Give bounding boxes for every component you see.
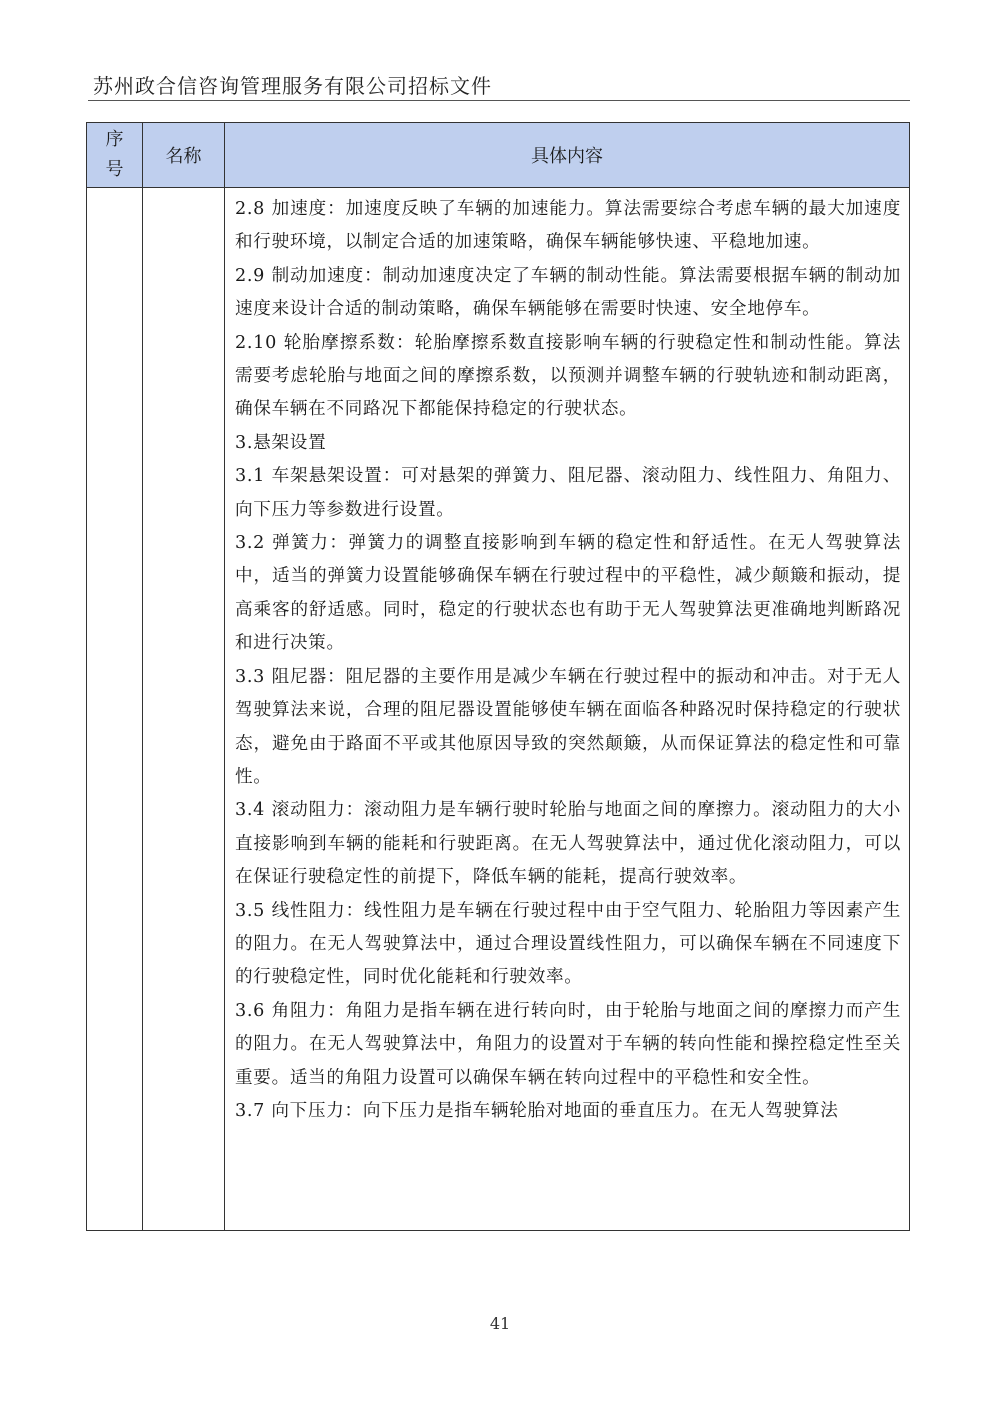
paragraph-3-4: 3.4 滚动阻力：滚动阻力是车辆行驶时轮胎与地面之间的摩擦力。滚动阻力的大小直接影响到车辆的能耗和行驶距离。在无人驾驶算法中，通过优化滚动阻力，可以在保证行驶稳定性的前提下，降低车辆的能耗，提高行驶效率。 bbox=[235, 800, 901, 888]
table-row bbox=[87, 188, 910, 1231]
paragraph-3-7: 3.7 向下压力：向下压力是指车辆轮胎对地面的垂直压力。在无人驾驶算法 bbox=[235, 1100, 839, 1121]
paragraph-3-2: 3.2 弹簧力：弹簧力的调整直接影响到车辆的稳定性和舒适性。在无人驾驶算法中，适当的弹簧力设置能够确保车辆在行驶过程中的平稳性，减少颠簸和振动，提高乘客的舒适感。同时，稳定的行驶状态也有助于无人驾驶算法更准确地判断路况和进行决策。 bbox=[235, 533, 901, 654]
page-number: 41 bbox=[489, 1314, 511, 1333]
column-header-name: 名称 bbox=[143, 123, 225, 188]
header-divider bbox=[88, 100, 910, 101]
seq-header-bottom: 号 bbox=[105, 159, 124, 180]
paragraph-2-8: 2.8 加速度：加速度反映了车辆的加速能力。算法需要综合考虑车辆的最大加速度和行驶环境，以制定合适的加速策略，确保车辆能够快速、平稳地加速。 bbox=[235, 199, 901, 253]
paragraph-3-1: 3.1 车架悬架设置：可对悬架的弹簧力、阻尼器、滚动阻力、线性阻力、角阻力、向下压力等参数进行设置。 bbox=[235, 466, 901, 520]
section-heading-3: 3.悬架设置 bbox=[235, 432, 327, 453]
column-header-content: 具体内容 bbox=[225, 123, 910, 188]
content-cell bbox=[225, 188, 910, 1231]
column-header-seq bbox=[87, 123, 143, 188]
paragraph-3-6: 3.6 角阻力：角阻力是指车辆在进行转向时，由于轮胎与地面之间的摩擦力而产生的阻力。在无人驾驶算法中，角阻力的设置对于车辆的转向性能和操控稳定性至关重要。适当的角阻力设置可以确保车辆在转向过程中的平稳性和安全性。 bbox=[235, 1000, 901, 1088]
paragraph-3-5: 3.5 线性阻力：线性阻力是车辆在行驶过程中由于空气阻力、轮胎阻力等因素产生的阻力。在无人驾驶算法中，通过合理设置线性阻力，可以确保车辆在不同速度下的行驶稳定性，同时优化能耗和行驶效率。 bbox=[235, 900, 901, 988]
name-cell bbox=[143, 188, 225, 1231]
paragraph-3-3: 3.3 阻尼器：阻尼器的主要作用是减少车辆在行驶过程中的振动和冲击。对于无人驾驶算法来说，合理的阻尼器设置能够使车辆在面临各种路况时保持稳定的行驶状态，避免由于路面不平或其他原因导致的突然颠簸，从而保证算法的稳定性和可靠性。 bbox=[235, 666, 901, 787]
spec-table bbox=[86, 122, 910, 1231]
paragraph-2-10: 2.10 轮胎摩擦系数：轮胎摩擦系数直接影响车辆的行驶稳定性和制动性能。算法需要考虑轮胎与地面之间的摩擦系数，以预测并调整车辆的行驶轨迹和制动距离，确保车辆在不同路况下都能保持稳定的行驶状态。 bbox=[235, 332, 901, 420]
paragraph-2-9: 2.9 制动加速度：制动加速度决定了车辆的制动性能。算法需要根据车辆的制动加速度来设计合适的制动策略，确保车辆能够在需要时快速、安全地停车。 bbox=[235, 265, 901, 320]
document-header-title: 苏州政合信咨询管理服务有限公司招标文件 bbox=[93, 74, 492, 98]
seq-cell bbox=[87, 188, 143, 1231]
seq-header-top: 序 bbox=[105, 129, 124, 150]
table-header-row bbox=[87, 123, 910, 188]
